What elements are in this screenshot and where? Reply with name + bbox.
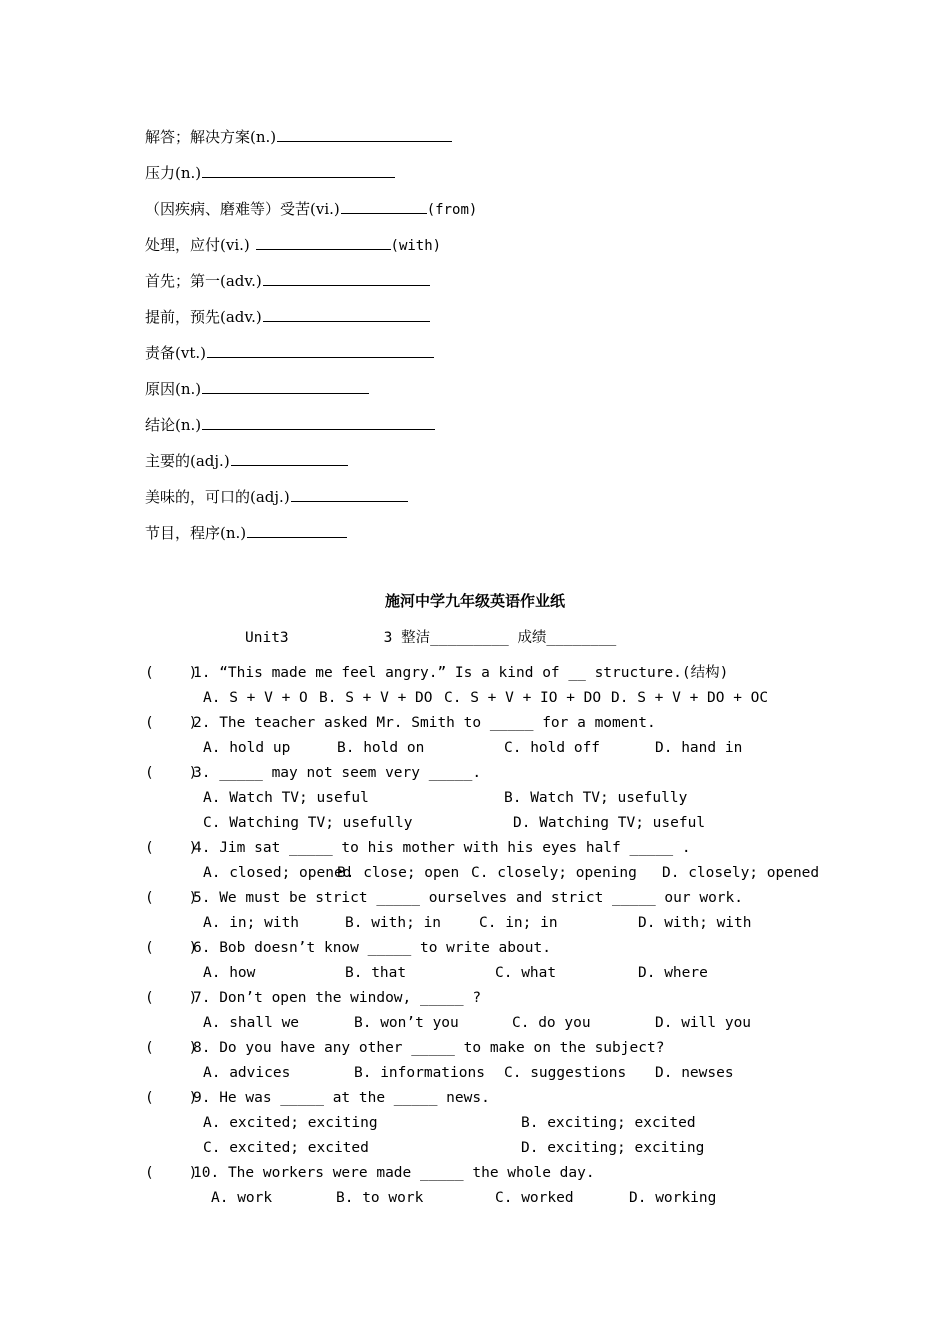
vocab-prompt: 解答；解决方案(n.) (145, 128, 277, 146)
question-number: 7. (193, 990, 211, 1006)
vocab-row (145, 412, 477, 448)
vocab-prompt: 原因(n.) (145, 380, 202, 398)
vocab-row (145, 376, 477, 412)
answer-option[interactable]: A. in; with (203, 915, 300, 931)
preposition-hint: (from) (426, 202, 478, 218)
answer-option[interactable]: D. closely; opened (662, 865, 820, 881)
options-row (145, 961, 743, 986)
question-line (145, 936, 743, 961)
preposition-hint: (with) (390, 238, 442, 254)
options-row (145, 1111, 743, 1136)
question-stem: He was _____ at the _____ news. (219, 1090, 490, 1106)
answer-option[interactable]: C. S + V + IO + DO (444, 690, 602, 706)
question-stem: Do you have any other _____ to make on the subject? (219, 1040, 665, 1056)
answer-option[interactable]: C. Watching TV; usefully (203, 815, 413, 831)
answer-option[interactable]: B. won’t you (354, 1015, 459, 1031)
answer-parentheses[interactable]: ( ) (145, 665, 198, 681)
vocab-row (145, 196, 477, 232)
answer-parentheses[interactable]: ( ) (145, 1040, 198, 1056)
worksheet-title: 施河中学九年级英语作业纸 (384, 592, 565, 610)
question-number: 9. (193, 1090, 211, 1106)
answer-blank[interactable] (277, 124, 452, 142)
options-row (145, 911, 752, 936)
answer-option[interactable]: A. hold up (203, 740, 291, 756)
answer-blank[interactable] (263, 268, 430, 286)
options-row (145, 786, 743, 811)
vocab-row (145, 232, 477, 268)
answer-option[interactable]: C. suggestions (504, 1065, 627, 1081)
question-line (145, 836, 743, 861)
answer-parentheses[interactable]: ( ) (145, 890, 198, 906)
question-item (145, 661, 769, 711)
question-line (145, 1086, 743, 1111)
answer-option[interactable]: A. Watch TV; useful (203, 790, 369, 806)
answer-parentheses[interactable]: ( ) (145, 1165, 198, 1181)
answer-blank[interactable] (207, 340, 434, 358)
answer-blank[interactable] (341, 196, 427, 214)
answer-option[interactable]: B. to work (336, 1190, 424, 1206)
answer-parentheses[interactable]: ( ) (145, 1090, 198, 1106)
vocab-row (145, 268, 477, 304)
question-item (145, 886, 752, 936)
question-number: 6. (193, 940, 211, 956)
answer-parentheses[interactable]: ( ) (145, 840, 198, 856)
question-line (145, 711, 743, 736)
question-list (145, 661, 820, 1211)
answer-option[interactable]: C. excited; excited (203, 1140, 369, 1156)
answer-blank[interactable] (202, 412, 435, 430)
answer-option[interactable]: D. with; with (638, 915, 752, 931)
answer-blank[interactable] (231, 448, 348, 466)
vocab-prompt: 首先；第一(adv.) (145, 272, 262, 290)
unit-label: Unit3 (245, 630, 289, 646)
answer-option[interactable]: D. exciting; exciting (521, 1140, 705, 1156)
vocab-prompt: 处理，应付(vi.) (145, 236, 255, 254)
question-line (145, 1036, 743, 1061)
vocab-prompt: 结论(n.) (145, 416, 202, 434)
answer-option[interactable]: B. exciting; excited (521, 1115, 696, 1131)
answer-option[interactable]: A. how (203, 965, 256, 981)
answer-option[interactable]: C. in; in (479, 915, 558, 931)
question-number: 5. (193, 890, 211, 906)
score-field: 成绩________ (517, 630, 617, 646)
answer-option[interactable]: B. hold on (337, 740, 425, 756)
question-item (145, 936, 743, 986)
vocab-prompt: 美味的，可口的(adj.) (145, 488, 290, 506)
question-number: 8. (193, 1040, 211, 1056)
question-number: 1. (193, 665, 211, 681)
vocab-row (145, 484, 477, 520)
question-stem: Don’t open the window, _____ ? (219, 990, 482, 1006)
question-stem: The workers were made _____ the whole day. (227, 1165, 595, 1181)
answer-option[interactable]: C. closely; opening (471, 865, 637, 881)
question-line (145, 986, 743, 1011)
question-line (145, 761, 743, 786)
vocab-prompt: 节目，程序(n.) (145, 524, 247, 542)
vocab-row (145, 340, 477, 376)
answer-blank[interactable] (247, 520, 347, 538)
answer-option[interactable]: C. worked (495, 1190, 574, 1206)
question-number: 10. (193, 1165, 220, 1181)
question-item (145, 836, 820, 886)
vocab-row (145, 304, 477, 340)
vocab-row (145, 160, 477, 196)
question-line (145, 661, 743, 686)
answer-option[interactable]: D. newses (655, 1065, 734, 1081)
answer-blank[interactable] (263, 304, 430, 322)
answer-option[interactable]: A. excited; exciting (203, 1115, 378, 1131)
answer-option[interactable]: D. S + V + DO + OC (611, 690, 769, 706)
answer-option[interactable]: C. what (495, 965, 557, 981)
answer-parentheses[interactable]: ( ) (145, 715, 198, 731)
answer-option[interactable]: B. close; open (337, 865, 460, 881)
vocab-prompt: 压力(n.) (145, 164, 202, 182)
question-item (145, 1036, 743, 1086)
answer-blank[interactable] (291, 484, 408, 502)
worksheet-subheader (245, 626, 616, 647)
answer-option[interactable]: A. advices (203, 1065, 291, 1081)
answer-option[interactable]: D. working (629, 1190, 717, 1206)
options-row (145, 1186, 743, 1211)
vocab-prompt: 主要的(adj.) (145, 452, 230, 470)
question-item (145, 711, 743, 761)
question-item (145, 1086, 743, 1161)
answer-option[interactable]: B. with; in (345, 915, 442, 931)
vocab-row (145, 448, 477, 484)
answer-option[interactable]: D. will you (655, 1015, 752, 1031)
question-number: 3. (193, 765, 211, 781)
answer-parentheses[interactable]: ( ) (145, 990, 198, 1006)
answer-option[interactable]: D. Watching TV; useful (513, 815, 706, 831)
question-stem: The teacher asked Mr. Smith to _____ for a moment. (219, 715, 656, 731)
question-stem: _____ may not seem very _____. (219, 765, 482, 781)
question-line (145, 1161, 743, 1186)
answer-blank[interactable] (202, 160, 395, 178)
options-row (145, 861, 820, 886)
answer-parentheses[interactable]: ( ) (145, 765, 198, 781)
vocab-list (145, 124, 477, 556)
vocab-prompt: 责备(vt.) (145, 344, 206, 362)
vocab-row (145, 124, 477, 160)
question-number: 4. (193, 840, 211, 856)
question-number: 2. (193, 715, 211, 731)
neatness-field: 整洁_________ (401, 630, 509, 646)
answer-option[interactable]: A. S + V + O (203, 690, 308, 706)
options-row (145, 1011, 752, 1036)
question-stem: “This made me feel angry.” Is a kind of __ structure.(结构) (219, 665, 729, 681)
question-item (145, 761, 743, 836)
options-row (145, 736, 743, 761)
options-row (145, 1136, 743, 1161)
vocab-row (145, 520, 477, 556)
question-item (145, 986, 752, 1036)
answer-option[interactable]: B. Watch TV; usefully (504, 790, 688, 806)
answer-option[interactable]: D. hand in (655, 740, 743, 756)
answer-option[interactable]: B. informations (354, 1065, 485, 1081)
question-line (145, 886, 743, 911)
number-label: 3 (383, 630, 393, 646)
answer-option[interactable]: A. shall we (203, 1015, 300, 1031)
answer-option[interactable]: B. that (345, 965, 407, 981)
answer-option[interactable]: B. S + V + DO (319, 690, 433, 706)
answer-option[interactable]: C. do you (512, 1015, 591, 1031)
question-item (145, 1161, 743, 1211)
options-row (145, 1061, 743, 1086)
answer-blank[interactable] (256, 232, 391, 250)
answer-option[interactable]: C. hold off (504, 740, 601, 756)
answer-blank[interactable] (202, 376, 369, 394)
vocab-prompt: （因疾病、磨难等）受苦(vi.) (145, 200, 340, 218)
question-stem: We must be strict _____ ourselves and strict _____ our work. (219, 890, 743, 906)
answer-parentheses[interactable]: ( ) (145, 940, 198, 956)
answer-option[interactable]: A. work (211, 1190, 273, 1206)
question-stem: Jim sat _____ to his mother with his eyes half _____ . (219, 840, 691, 856)
question-stem: Bob doesn’t know _____ to write about. (219, 940, 551, 956)
answer-option[interactable]: D. where (638, 965, 708, 981)
options-row (145, 811, 743, 836)
vocab-prompt: 提前，预先(adv.) (145, 308, 262, 326)
answer-option[interactable]: A. closed; opened (203, 865, 352, 881)
options-row (145, 686, 769, 711)
